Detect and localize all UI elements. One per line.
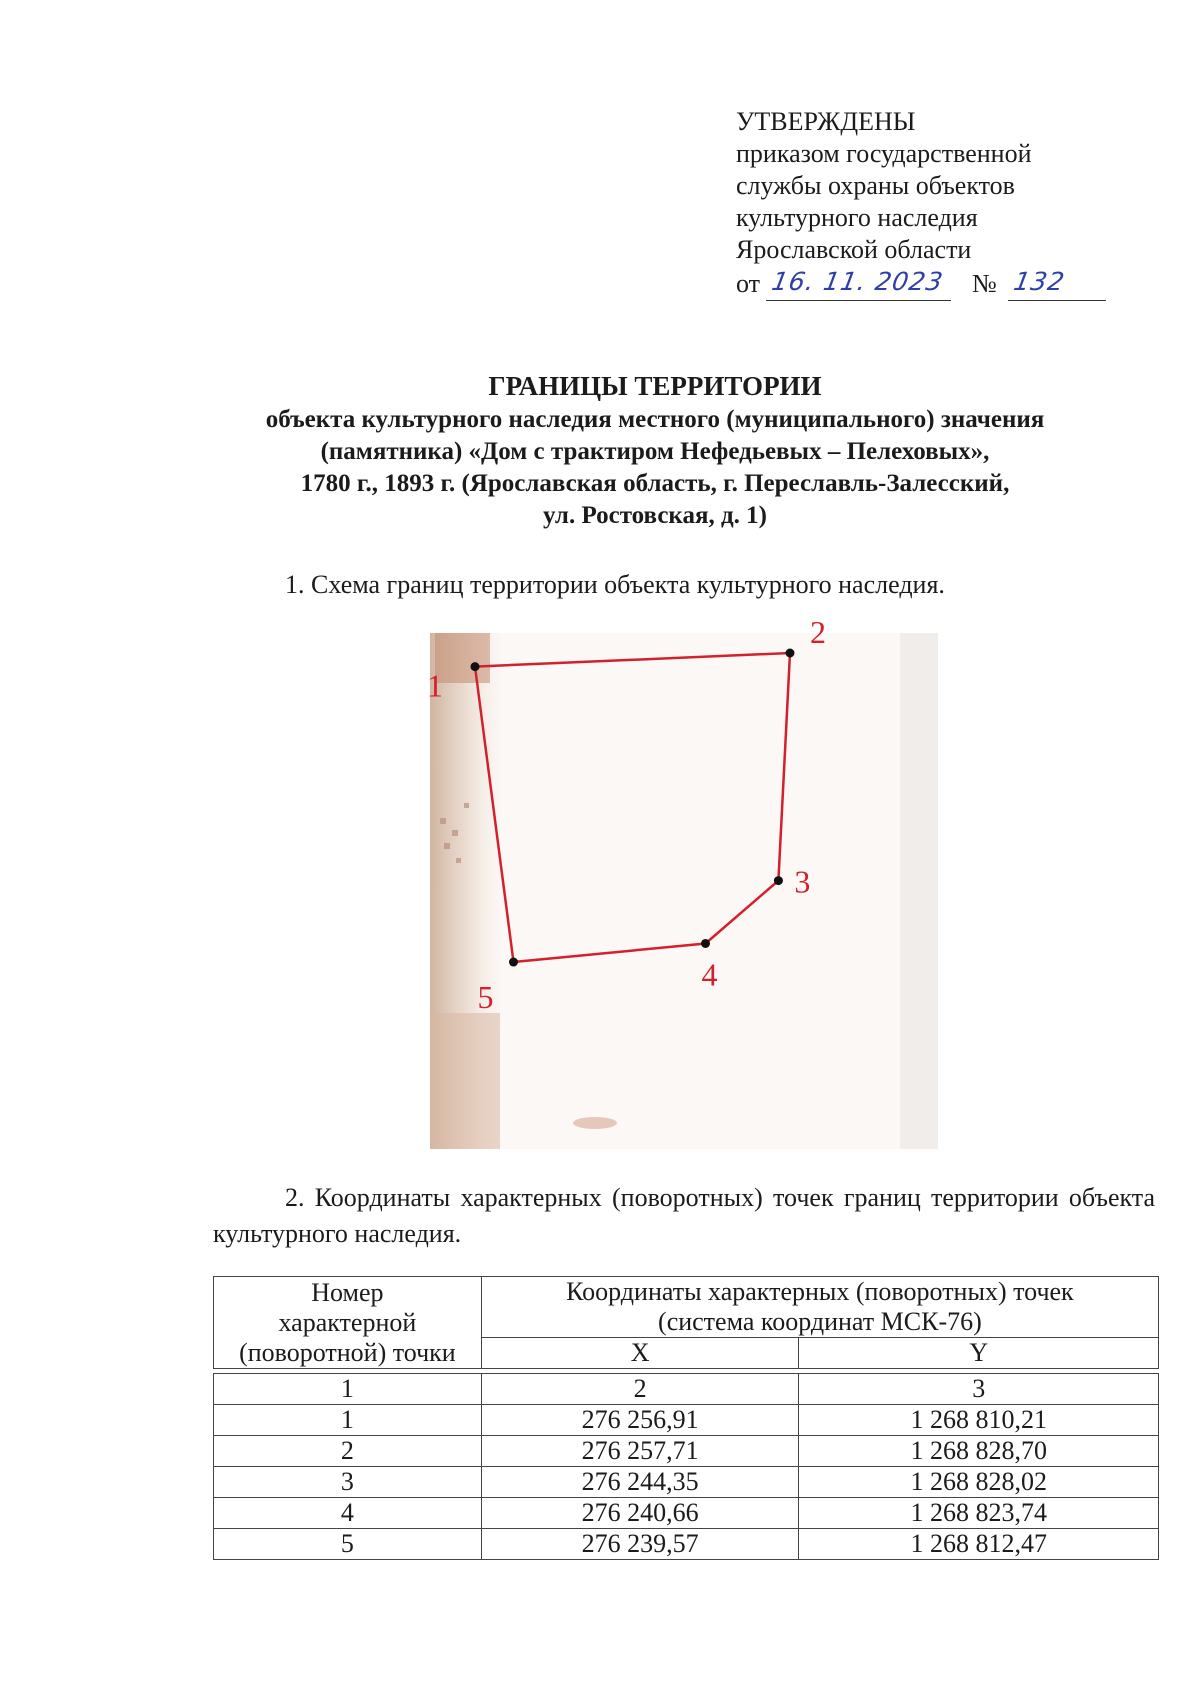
title-main: ГРАНИЦЫ ТЕРРИТОРИИ — [488, 371, 822, 401]
title-line: (памятника) «Дом с трактиром Нефедьевых – Пелеховых», — [320, 438, 990, 465]
header-point-number — [214, 1277, 482, 1369]
cell-point: 1 — [214, 1405, 482, 1436]
cell-x: 276 257,71 — [481, 1436, 799, 1467]
coordinates-table — [213, 1276, 1159, 1560]
table-row — [214, 1529, 1159, 1560]
date-prefix: от — [736, 269, 761, 298]
cell-y: 1 268 810,21 — [799, 1405, 1159, 1436]
header-point-line: Номер — [311, 1277, 384, 1307]
cell-point: 4 — [214, 1498, 482, 1529]
header-y: Y — [799, 1338, 1159, 1369]
cell-y: 1 268 828,02 — [799, 1467, 1159, 1498]
header-x: X — [481, 1338, 799, 1369]
cell-point: 3 — [214, 1467, 482, 1498]
header-point-line: (поворотной) точки — [239, 1337, 456, 1367]
cell-x: 276 244,35 — [481, 1467, 799, 1498]
section-1-heading: 1. Схема границ территории объекта культурного наследия. — [285, 570, 945, 599]
approval-date-row — [736, 266, 1116, 306]
cell-y: 1 268 812,47 — [799, 1529, 1159, 1560]
cell-y: 1 268 823,74 — [799, 1498, 1159, 1529]
title-line: 1780 г., 1893 г. (Ярославская область, г. Переславль-Залесский, — [300, 470, 1010, 497]
boundary-point-label-4: 4 — [701, 956, 718, 993]
boundary-vertex-1 — [471, 662, 480, 671]
handwritten-number: 132 — [1011, 267, 1068, 296]
approval-block — [736, 106, 1116, 306]
cell-point: 2 — [214, 1436, 482, 1467]
table-row — [214, 1467, 1159, 1498]
map-right-strip — [900, 633, 938, 1149]
boundary-vertex-3 — [774, 876, 783, 885]
header-coords-line: Координаты характерных (поворотных) точек — [566, 1277, 1074, 1306]
document-title — [190, 370, 1120, 532]
cell-x: 276 256,91 — [481, 1405, 799, 1436]
header-coords-line: (система координат МСК-76) — [658, 1307, 982, 1336]
boundary-vertex-2 — [786, 649, 795, 658]
column-number: 1 — [214, 1374, 482, 1405]
table-row — [214, 1436, 1159, 1467]
boundary-point-label-2: 2 — [810, 614, 826, 650]
cell-x: 276 240,66 — [481, 1498, 799, 1529]
column-number: 3 — [799, 1374, 1159, 1405]
approval-heading: УТВЕРЖДЕНЫ — [736, 107, 916, 136]
column-number: 2 — [481, 1374, 799, 1405]
boundary-diagram — [427, 614, 938, 1149]
cell-y: 1 268 828,70 — [799, 1436, 1159, 1467]
boundary-point-label-5: 5 — [477, 979, 494, 1016]
approval-line: культурного наследия — [736, 203, 978, 232]
title-line: ул. Ростовская, д. 1) — [543, 502, 767, 529]
cell-x: 276 239,57 — [481, 1529, 799, 1560]
map-left-roof — [435, 633, 490, 683]
map-left-shade — [430, 1013, 500, 1149]
boundary-point-label-1: 1 — [427, 667, 443, 704]
header-point-line: характерной — [278, 1307, 417, 1337]
handwritten-date: 16. 11. 2023 — [769, 267, 946, 296]
title-line: объекта культурного наследия местного (муниципального) значения — [265, 406, 1045, 433]
table-row — [214, 1405, 1159, 1436]
boundary-vertex-5 — [509, 958, 518, 967]
column-number-row — [214, 1374, 1159, 1405]
cell-point: 5 — [214, 1529, 482, 1560]
approval-line: службы охраны объектов — [736, 171, 1015, 200]
date-field — [766, 266, 951, 301]
section-2-heading: 2. Координаты характерных (поворотных) точек границ территории объекта культурного наследия. — [213, 1183, 1155, 1248]
map-background — [430, 633, 938, 1149]
number-prefix: № — [972, 269, 997, 298]
approval-line: приказом государственной — [736, 139, 1032, 168]
boundary-point-label-3: 3 — [794, 863, 811, 900]
number-field — [1008, 266, 1106, 301]
table-row — [214, 1498, 1159, 1529]
approval-line: Ярославской области — [736, 235, 972, 264]
header-coordinates — [481, 1277, 1158, 1338]
boundary-vertex-4 — [701, 939, 710, 948]
map-bottom-spot — [573, 1117, 617, 1129]
